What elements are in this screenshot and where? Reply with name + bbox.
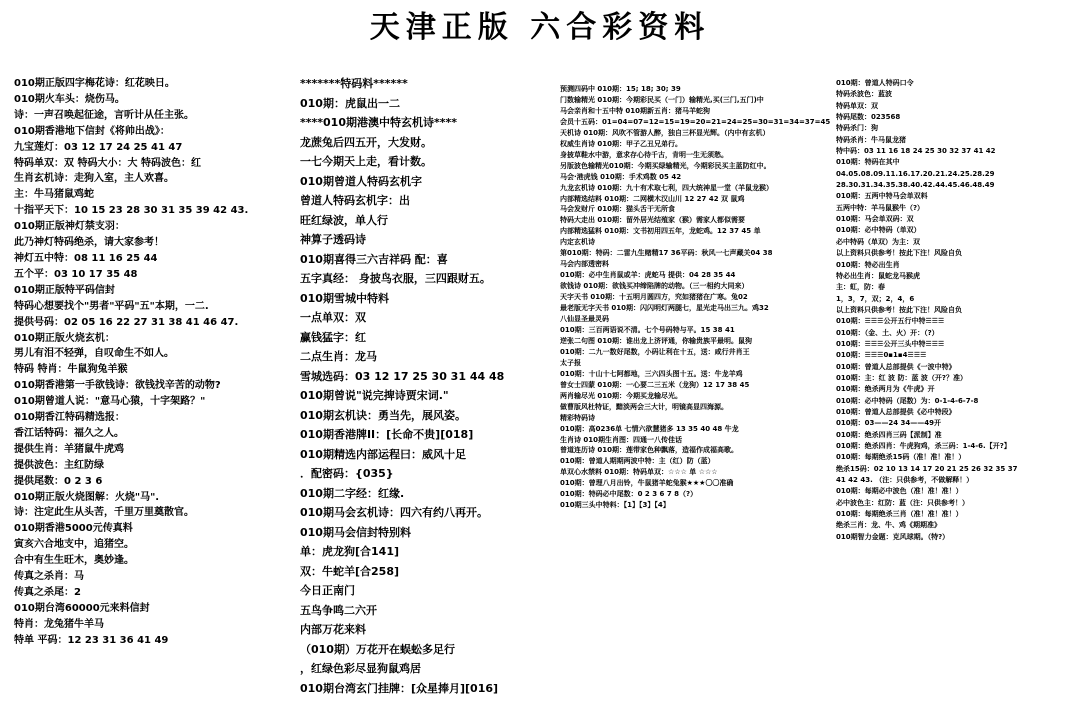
col1-line: 特码心想要找个"男者"平码"五"本期，一二. <box>14 300 209 312</box>
col3-line: 内定玄机诗 <box>560 238 595 247</box>
col2-line: 内部万花来料 <box>300 623 366 636</box>
col2-line: 010期精选内部运程曰：威风十足 <box>300 447 466 461</box>
col4-line: 010期：（金、土、火）开：（?） <box>836 328 939 337</box>
col3-line: 马会内部透密料 <box>560 260 609 269</box>
col3-line: 特码大走出 010期：留外居光结殖家（猴）需家人都似需要 <box>560 216 746 225</box>
col2-line: ****010期港澳中特玄机诗**** <box>300 116 457 129</box>
col4-line: 必中波色主：红防：蓝（注：只供参考！） <box>836 498 969 507</box>
col3-line: 逆张二句图 010期：谁出龙上济评通，你输贵族平最明。鼠狗 <box>560 336 753 345</box>
col1-line: 010期曾道人说："意马心猿，十字架路？" <box>14 396 206 408</box>
col4-line: 04.05.08.09.11.16.17.20.21.24.25.28.29 <box>836 169 995 178</box>
col4-line: 010期：绝杀两月为《牛虎》开 <box>836 385 935 394</box>
col3-line: 天机诗 010期：风吹不管游人醉，独自三杯显光辉。（内中有玄机） <box>560 128 770 137</box>
col4-line: 010期：特必出生肖 <box>836 260 900 269</box>
col1-line: 010期正版神灯禁支羽： <box>14 221 125 233</box>
col1-line: 提供生肖：羊猪鼠牛虎鸡 <box>14 443 124 455</box>
col4-line: 特码杀门：狗 <box>836 124 878 133</box>
col1-line: 九宝莲灯：03 12 17 24 25 41 47 <box>14 141 183 153</box>
col3-line: 曾女士四蒙 010期：一心要二三五米（龙狗）12 17 38 45 <box>560 380 750 389</box>
col2-line: 赢钱猛字：红 <box>300 330 366 344</box>
column-4 <box>836 78 1072 543</box>
col3-line: 010期：三百两语说不清。七个号码特与平。15 38 41 <box>560 325 735 334</box>
col3-line: 单双心水禁料 010期：特码单双：☆☆☆ 单 ☆☆☆ <box>560 468 718 477</box>
col3-line: 最老版无字天书 010期：闪闪明灯两腿七，星光走马出三九。鸡32 <box>560 304 769 313</box>
col2-line: 010期马会玄机诗：四六有约八再开。 <box>300 506 488 519</box>
col1-line: 特单 平码：12 23 31 36 41 49 <box>14 634 169 646</box>
col1-line: 010期火车头：烧伤马。 <box>14 93 125 105</box>
col2-line: 010期台湾玄门挂牌：[众星捧月][016] <box>300 681 499 695</box>
col4-line: 010期：绝杀四肖三码【派制】准 <box>836 430 942 439</box>
column-1 <box>14 76 286 649</box>
col4-line: 特码尾数：023568 <box>836 113 901 122</box>
col1-line: 010期香港第一手欲钱诗：欲钱找辛苦的动物? <box>14 380 221 392</box>
col4-line: 以上资料只供参考！按此下注！风险自负 <box>836 249 962 258</box>
col4-line: 010期：☰☰☰公开三头中特☰☰☰ <box>836 339 945 348</box>
col3-line: 马会亲肖和十五中特 010期新五肖：猪马羊蛇狗 <box>560 106 711 115</box>
col4-line: 010期：每期必中波色（准！准！准！） <box>836 487 963 496</box>
col3-line: 身披草鞋水中游，意求存心待千古，肯明一生无须愁。 <box>560 150 728 159</box>
col1-line: 传真之杀尾：2 <box>14 587 81 598</box>
col3-line: 做曹版风杜特证，黯淡两会三大计，明镜高显四海源。 <box>560 402 728 411</box>
col2-line: 一七今期天上走，看计数。 <box>300 155 432 168</box>
col2-line: 010期玄机诀：勇当先，展风姿。 <box>300 408 466 422</box>
col1-line: 提供波色：主红防绿 <box>14 459 104 471</box>
col1-line: 010期香港地下信封《将帅出战》： <box>14 125 170 137</box>
col2-line: ，红绿色彩尽显狗鼠鸡居 <box>300 662 421 675</box>
col4-line: 010期：曾道人特码口令 <box>836 79 914 87</box>
col1-line: 寅亥六合地支中，追猪空。 <box>14 539 134 551</box>
col4-line: 绝杀三肖：龙、牛、鸡《期期准》 <box>836 521 941 530</box>
col1-line: 合中有生生旺木，奥妙逢。 <box>14 555 134 567</box>
col2-line: ．配密码：{035} <box>300 467 394 480</box>
col4-line: 主：虹，防：春 <box>836 283 885 292</box>
col1-line: 提供尾数：0 2 3 6 <box>14 475 103 487</box>
page-title: 天津正版 六合彩资料 <box>369 10 711 45</box>
col3-line: 010期：曾道人期期两波中特：主（红）防（蓝） <box>560 457 715 466</box>
col4-line: 28.30.31.34.35.38.40.42.44.45.46.48.49 <box>836 181 995 190</box>
col2-line: 今日正南门 <box>300 584 355 597</box>
col3-line: 010期：十山十七阿都地，三六四头图十五。送：牛龙羊鸡 <box>560 369 743 378</box>
col3-line: 内部精选结料 010期：二网横木汉山川 12 27 42 双 鼠鸡 <box>560 194 745 203</box>
col2-line: 010期喜得三六吉祥码 配：喜 <box>300 252 448 266</box>
col2-line: 雪城选码：03 12 17 25 30 31 44 48 <box>300 369 505 383</box>
col2-line: 双：牛蛇羊[合258] <box>300 564 400 578</box>
col1-line: 诗：一声召唤起征途，言听计从任主张。 <box>14 109 194 121</box>
col4-line: 1，3，7，双；2，4，6 <box>836 294 915 303</box>
col1-line: 生肖玄机诗：走狗入室，主人欢喜。 <box>14 173 174 185</box>
col1-line: 010期正版四字梅花诗：红花映日。 <box>14 78 175 89</box>
col3-line: 马会发财斤 010期：猫头舌干无所食 <box>560 205 676 214</box>
col4-line: 特中码：03 11 16 18 24 25 30 32 37 41 42 <box>836 147 996 156</box>
col2-line: 010期：虎鼠出一二 <box>300 96 400 110</box>
col1-line: 特码单双：双 特码大小：大 特码波色：红 <box>14 157 201 169</box>
col3-line: 另版波色输精光010期：今期买绿输精光，今期彩民买主蓝防红中。 <box>560 161 771 170</box>
col3-line: 010期：曾理八月出铃，牛鼠猪羊蛇兔猴★★★〇〇准确 <box>560 479 734 488</box>
col2-line: 五字真经： 身披鸟衣服，三四跟财五。 <box>300 272 491 285</box>
col4-line: 010期：☰☰☰0▪1▪4☰☰☰ <box>836 351 927 360</box>
col4-line: 010期：必中特码（尾数）为：0-1-4-6-7-8 <box>836 396 979 405</box>
col3-line: 010期三头中特料：【1】【3】【4】 <box>560 501 670 510</box>
col1-line: 神灯五中特：08 11 16 25 44 <box>14 252 158 264</box>
col1-line: 此乃神灯特码绝杀，请大家参考！ <box>14 237 164 249</box>
col2-line: 010期二字经：红缘. <box>300 486 405 500</box>
col4-line: 010期：马会单双码：双 <box>836 215 914 224</box>
col4-line: 010期智力金题：克风球期。（特?） <box>836 532 950 541</box>
col1-line: 十指平天下：10 15 23 28 30 31 35 39 42 43. <box>14 205 249 217</box>
col3-line: 马会·港虎钱 010期：手术鸡数 05 42 <box>560 172 682 181</box>
col3-line: 曾道连历诗 010期：莲带家色种飘落，造福作成福高歌。 <box>560 446 739 455</box>
col3-line: 两肖输尽光 010期：今期买龙输尽光。 <box>560 391 683 400</box>
col2-line: 010期雪城中特料 <box>300 291 389 305</box>
col3-line: 会员十五码：01=04=07=12=15=19=20=21=24=25=30=31=34=37=45 <box>560 117 830 126</box>
col1-line: 010期香港5000元传真料 <box>14 523 133 535</box>
col2-line: *******特码料****** <box>300 77 408 90</box>
col4-line: 以上资料只供参考！按此下注！风险自负 <box>836 305 962 314</box>
col1-line: 010期正版火烧图解：火烧"马". <box>14 491 160 503</box>
col4-line: 特码单双：双 <box>836 101 878 110</box>
col1-line: 五个平：03 10 17 35 48 <box>14 268 138 280</box>
col4-line: 特必出生肖：鼠蛇龙马猴虎 <box>836 271 920 280</box>
col4-line: 010期：曾道人总部提供《一波中特》 <box>836 362 956 371</box>
column-3 <box>560 84 830 511</box>
col4-line: 010期：主：红 波 防：蓝 波（开?？准） <box>836 373 967 382</box>
col3-line: 010期：二九一数好尾数，小码让利在十五，送：咸行井肖王 <box>560 347 750 356</box>
col4-line: 必中特码（单双）为主：双 <box>836 237 920 246</box>
col1-line: 特肖：龙兔猪牛羊马 <box>14 618 104 630</box>
col3-line: 欲钱诗 010期：欲钱买冲缔陷牌的动物。（三一相约大同来） <box>560 282 749 291</box>
col1-line: 传真之杀肖：马 <box>14 571 84 583</box>
col2-line: 010期马会信封特别料 <box>300 525 411 539</box>
col1-line: 010期正版火烧玄机： <box>14 332 115 344</box>
col4-line: 41 42 43. （注：只供参考，不做解释！） <box>836 476 974 485</box>
col4-line: 010期：必中特码（单双） <box>836 226 921 235</box>
col2-line: 010期曾说"说完捭诗贾宋词." <box>300 389 449 402</box>
col1-line: 010期香江特码精选报： <box>14 412 125 424</box>
col4-line: 010期：☰☰☰公开五行中特☰☰☰ <box>836 317 945 326</box>
col4-line: 010期：绝杀四肖：牛虎狗鸡，杀三码：1-4-6.【开?】 <box>836 442 1011 450</box>
col3-line: 预测四码中 010期：15; 18; 30; 39 <box>560 85 681 93</box>
col1-line: 男儿有泪不轻弹，自叹命生不如人。 <box>14 348 174 360</box>
col3-line: 天字天书 010期：十五明月圆四方，究如猪猪在广寒。兔02 <box>560 293 748 302</box>
col2-line: 旺红绿波，单人行 <box>300 213 388 227</box>
col3-line: 太子报 <box>560 358 581 367</box>
col1-line: 010期正版特平码信封 <box>14 284 115 296</box>
col4-line: 010期：每期绝杀三肖（准！准！准！） <box>836 510 963 519</box>
col2-line: （010期）万花开在蜈蚣多足行 <box>300 642 455 656</box>
col1-line: 香江话特码：福久之人。 <box>14 427 124 439</box>
col4-line: 五两中特：羊马鼠猴牛（?） <box>836 203 925 212</box>
col2-line: 二点生肖：龙马 <box>300 350 377 363</box>
col3-line: 九龙玄机诗 010期：九十有术取七利，四大统神星一堂（羊鼠龙猴） <box>560 183 774 192</box>
col2-line: 一点单双：双 <box>300 311 366 324</box>
col3-line: 010期：必中生肖鼠或羊：虎蛇马 提供：04 28 35 44 <box>560 271 736 280</box>
col4-line: 010期：曾道人总部提供《必中特段》 <box>836 407 956 416</box>
col1-line: 特码 特肖：牛鼠狗兔羊猴 <box>14 364 128 376</box>
col1-line: 010期台湾60000元来料信封 <box>14 602 150 614</box>
col3-line: 第010期：特码：二雷九生赌精17 36平码：秋风一七声藏关04 38 <box>560 249 773 258</box>
col3-line: 010期：特码必中尾数：0 2 3 6 7 8（?） <box>560 490 698 499</box>
col3-line: 内部精选猛料 010期：文书初用四五年，龙蛇鸡。12 37 45 单 <box>560 227 761 236</box>
col3-line: 门数输精光 010期：今期彩民买（一门）输精光,买(三门,五门)中 <box>560 95 764 104</box>
col4-line: 特码杀肖：牛马鼠龙猪 <box>836 135 906 144</box>
col3-line: 精彩特码诗 <box>560 413 595 422</box>
col4-line: 特码杀波色：蓝波 <box>836 90 892 99</box>
col3-line: 生肖诗 010期生肖图：四通一八传佳话 <box>560 435 683 444</box>
col2-line: 010期香港牌II：[长命不贵][018] <box>300 428 474 441</box>
col1-line: 诗：注定此生从头苦，千里万里奠散官。 <box>14 507 194 519</box>
col4-line: 010期：五两中特马会单双料 <box>836 192 928 201</box>
col2-line: 曾道人特码玄机字：出 <box>300 194 410 207</box>
col4-line: 010期：特码在其中 <box>836 158 900 167</box>
col1-line: 主：牛马猪鼠鸡蛇 <box>14 189 94 201</box>
col4-line: 绝杀15码：02 10 13 14 17 20 21 25 26 32 35 37 <box>836 464 1018 473</box>
col3-line: 八仙显圣最灵码 <box>560 315 609 324</box>
col2-line: 010期曾道人特码玄机字 <box>300 174 422 188</box>
col2-line: 龙蔗兔后四五开，大发财。 <box>300 135 432 149</box>
col2-line: 神算子透码诗 <box>300 233 366 246</box>
col1-line: 提供号码：02 05 16 22 27 31 38 41 46 47. <box>14 316 239 328</box>
col3-line: 权威生肖诗 010期：甲子乙丑兄弟行。 <box>560 139 683 148</box>
col4-line: 010期：03——24 34——49开 <box>836 419 942 428</box>
col2-line: 单：虎龙狗[合141] <box>300 545 400 558</box>
col2-line: 五鸟争鸣二六开 <box>300 603 377 617</box>
column-2 <box>300 74 542 698</box>
col3-line: 010期：高0236单 七情六欲慧猪多 13 35 40 48 牛龙 <box>560 424 739 433</box>
col4-line: 010期：每期绝杀15码（准！准！准！） <box>836 453 966 462</box>
